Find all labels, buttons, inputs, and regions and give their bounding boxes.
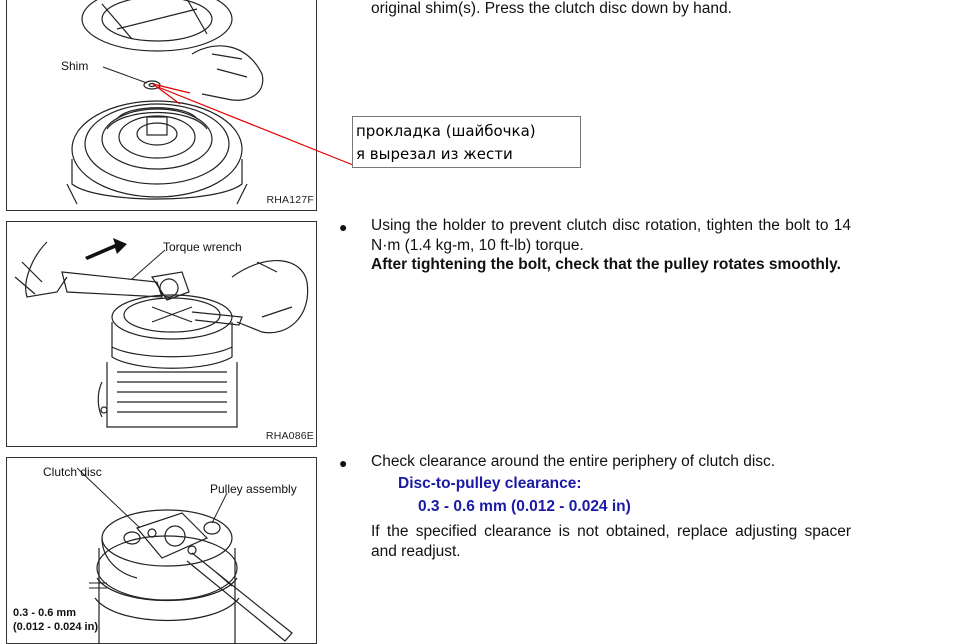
clearance-mm-label: 0.3 - 0.6 mm [13,607,76,619]
step1-text: Using the holder to prevent clutch disc rotation, tighten the bolt to 14 N·m (1.4 kg-m, 10 ft-lb) torque. [371,217,851,254]
step1-text-block [371,216,851,275]
spec-value: 0.3 - 0.6 mm (0.012 - 0.024 in) [418,498,631,515]
figure-clearance-check [6,457,317,644]
clutch-disc-label: Clutch disc [43,465,102,479]
step2-followup: If the specified clearance is not obtained, replace adjusting spacer and readjust. [371,523,851,560]
clearance-in-label: (0.012 - 0.024 in) [13,621,98,633]
figure-shim-install [6,0,317,211]
step0-text: original shim(s). Press the clutch disc down by hand. [371,0,732,17]
step-continuation-text [371,0,851,19]
note-line-2: я вырезал из жести [356,145,513,163]
figure-code: RHA127F [266,194,314,206]
note-line-1: прокладка (шайбочка) [356,122,536,140]
figure-code: RHA086E [265,430,314,442]
shim-illustration [7,0,316,210]
handwritten-note-box [352,116,581,168]
figure-torque-wrench [6,221,317,447]
step2-main-text: Check clearance around the entire periphery of clutch disc. [371,453,776,470]
step2-followup-block [371,522,851,561]
spec-title: Disc-to-pulley clearance: [398,475,582,492]
step2-text [371,452,851,472]
shim-label: Shim [61,59,89,73]
bullet-step2: ● [339,455,348,471]
torque-wrench-label: Torque wrench [163,240,242,254]
torque-wrench-illustration [7,222,316,446]
step1-bold-text: After tightening the bolt, check that the pulley rotates smoothly. [371,256,841,273]
pulley-assembly-label: Pulley assembly [210,482,297,496]
bullet-step1: ● [339,219,348,235]
